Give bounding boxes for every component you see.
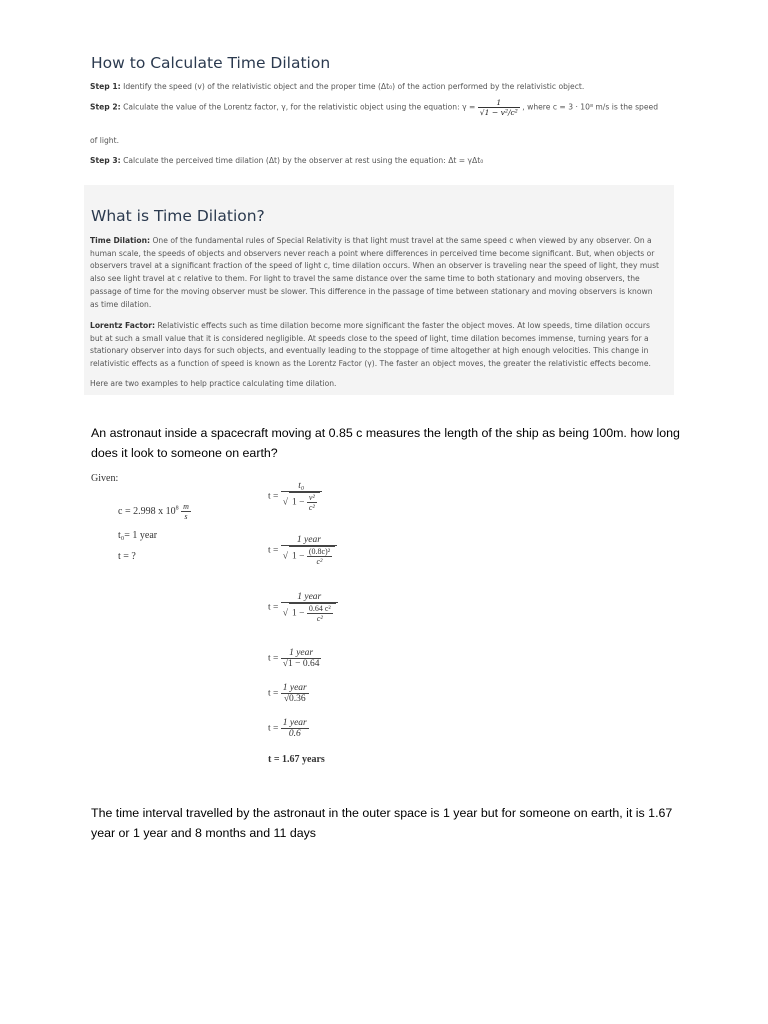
eq1-one-minus: 1 − — [291, 497, 305, 508]
calc-title: How to Calculate Time Dilation — [91, 54, 331, 72]
step-2-tail: , where c = 3 · 10⁸ m/s is the speed — [522, 102, 659, 112]
step-2-continued: of light. — [90, 136, 119, 145]
eq2-one-minus: 1 − — [291, 551, 305, 562]
step-1-label: Step 1: — [90, 82, 121, 91]
p1-line-4: also see light travel at c relative to them. For light to travel the same distance over the same time to both stationary and moving observers, the — [90, 274, 640, 284]
eq3-inner — [307, 604, 333, 623]
p1-line-6: as time dilation. — [90, 299, 152, 309]
time-dilation-label: Time Dilation: — [90, 236, 151, 245]
eq1-inner-den: c² — [308, 503, 315, 512]
given-t: t = ? — [118, 551, 136, 562]
eq3-num: 1 year — [281, 592, 338, 603]
lorentz-numerator: 1 — [478, 98, 520, 108]
eq4-fraction — [281, 648, 322, 669]
eq6-fraction — [281, 718, 309, 739]
eq2-inner-num: (0.8c)² — [308, 547, 331, 556]
eq6-t: t = — [268, 723, 279, 734]
eq4-num: 1 year — [281, 648, 322, 659]
step-3-label: Step 3: — [90, 156, 121, 165]
p1-line-1: One of the fundamental rules of Special Relativity is that light must travel at the same speed c when viewed by any observer. On a — [152, 236, 652, 245]
eq4-t: t = — [268, 653, 279, 664]
p2-line-2: but at such a small value that it is considered negligible. At speeds close to the speed of light, time dilation becomes immense, turning years for a — [90, 333, 649, 343]
eq2-fraction — [281, 535, 337, 566]
p2-line-3: stationary observer into days for such objects, and eventually leading to the stoppage of time altogether at high enough velocities. This change in — [90, 346, 649, 356]
c-unit — [181, 502, 191, 521]
eq1-num: t₀ — [281, 481, 322, 492]
eq2-num: 1 year — [281, 535, 337, 546]
eq1-inner — [307, 493, 317, 512]
lorentz-factor-paragraph — [90, 320, 670, 371]
c-exponent: 8 — [175, 505, 179, 512]
what-title: What is Time Dilation? — [91, 207, 265, 225]
eq1-t: t = — [268, 491, 279, 502]
examples-intro: Here are two examples to help practice calculating time dilation. — [90, 379, 337, 388]
eq3-t: t = — [268, 602, 279, 613]
lorentz-denominator: √1 − v²/c² — [479, 108, 518, 118]
eq6-den: 0.6 — [288, 729, 301, 739]
step-1-text: Identify the speed (v) of the relativistic object and the proper time (Δt₀) of the action performed by the relativistic object. — [123, 82, 585, 91]
p1-line-5: passage of time for the moving observer must be slower. This difference in the passage of time between stationary and moving observers is known — [90, 286, 653, 296]
c-unit-den: s — [184, 512, 188, 521]
eq6-num: 1 year — [282, 718, 307, 728]
step-2 — [90, 98, 658, 117]
result: t = 1.67 years — [268, 754, 325, 765]
calculation-steps-image — [84, 44, 674, 180]
eq2-inner-den: c² — [316, 557, 323, 566]
eq2-t: t = — [268, 545, 279, 556]
eq3-inner-num: 0.64 c² — [308, 604, 331, 613]
step-2-text: Calculate the value of the Lorentz factor, γ, for the relativistic object using the equation: γ = — [123, 102, 476, 112]
eq3-inner-den: c² — [316, 614, 323, 623]
conclusion-text: The time interval travelled by the astronaut in the outer space is 1 year but for someone on earth, it is 1.67 year or 1 year and 8 months and 11 days — [91, 806, 673, 840]
equation-5 — [268, 683, 309, 704]
equation-2 — [268, 535, 337, 566]
step-3 — [90, 156, 483, 165]
eq5-t: t = — [268, 688, 279, 699]
eq5-fraction — [281, 683, 309, 704]
given-c — [118, 502, 191, 521]
p2-line-4: relativistic effects as a function of speed is known as the Lorentz Factor (γ). The faster an object moves, the greater the relativistic effects become. — [90, 359, 651, 369]
eq1-inner-num: v² — [308, 493, 315, 502]
p1-line-3: observers travel at a significant fraction of the speed of light c, time dilation occurs. When an observer is traveling near the speed of light, they must — [90, 261, 660, 271]
equation-3 — [268, 592, 338, 623]
equation-1 — [268, 481, 322, 512]
step-1 — [90, 82, 584, 91]
c-unit-num: m — [183, 502, 189, 511]
eq2-den: √ 1 − $\frac{\text{(0.8c)²}}{\text{c²}}$ — [281, 546, 337, 566]
time-dilation-paragraph — [90, 235, 670, 311]
given-t0: t₀= 1 year — [118, 530, 158, 541]
definition-image — [84, 185, 674, 395]
step-3-text: Calculate the perceived time dilation (Δt) by the observer at rest using the equation: Δt = γΔt₀ — [123, 156, 484, 165]
lorentz-fraction — [478, 98, 520, 117]
equation-4 — [268, 648, 321, 669]
eq3-fraction — [281, 592, 338, 623]
eq2-inner — [307, 547, 332, 566]
eq1-den: √ 1 − $\frac{\text{v²}}{\text{c²}}$ — [281, 492, 322, 512]
step-2-label: Step 2: — [90, 102, 121, 112]
eq3-den: √ 1 − $\frac{\text{0.64 c²}}{\text{c²}}$ — [281, 603, 338, 623]
p2-line-1: Relativistic effects such as time dilation become more significant the faster the object moves. At low speeds, time dilation occurs — [157, 321, 650, 330]
p1-line-2: human scale, the speeds of objects and observers never reach a point where differences in perceived time become significant. But, when objects or — [90, 248, 655, 258]
eq5-num: 1 year — [282, 683, 307, 693]
lorentz-factor-label: Lorentz Factor: — [90, 321, 156, 330]
problem-statement: An astronaut inside a spacecraft moving at 0.85 c measures the length of the ship as being 100m. how long does it look to someone on earth? — [91, 426, 680, 460]
eq5-den: √0.36 — [283, 694, 306, 704]
c-value: c = 2.998 x 10 — [118, 505, 176, 517]
eq1-fraction — [281, 481, 322, 512]
given-label: Given: — [91, 473, 119, 484]
eq3-one-minus: 1 − — [291, 608, 305, 619]
eq4-den: √1 − 0.64 — [282, 659, 320, 669]
equation-6 — [268, 718, 309, 739]
